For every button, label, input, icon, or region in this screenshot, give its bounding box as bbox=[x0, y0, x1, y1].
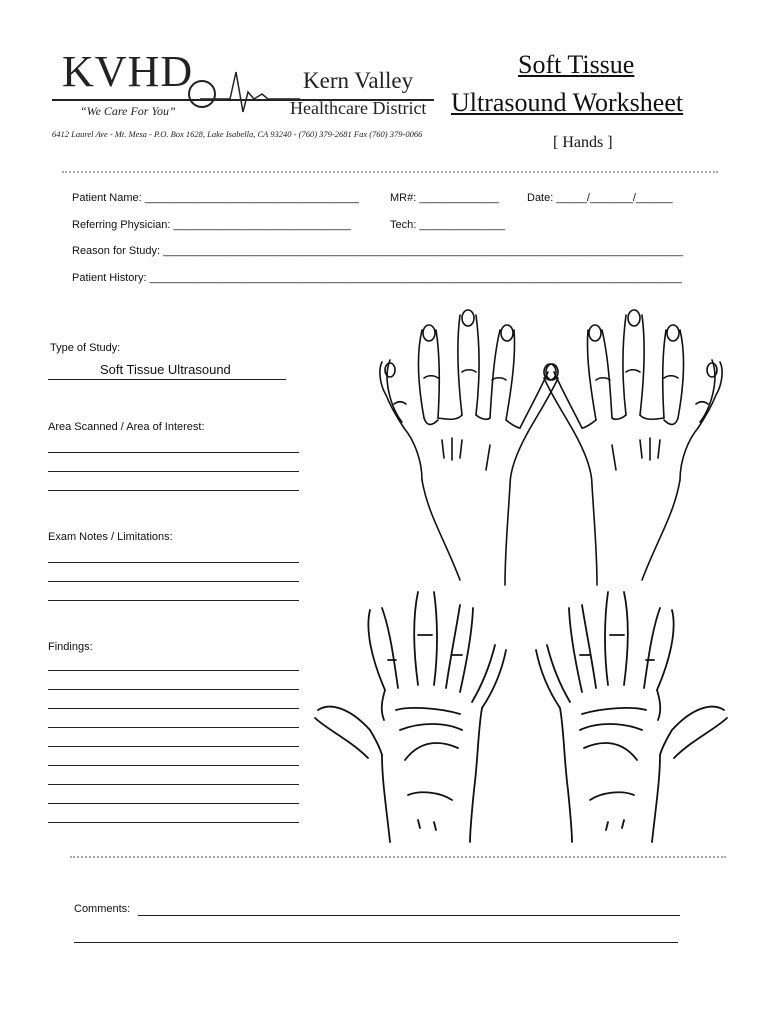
area-scanned-line-3[interactable] bbox=[48, 490, 299, 491]
patient-name-field[interactable]: Patient Name: ___________________________________ bbox=[72, 192, 359, 204]
findings-line-5[interactable] bbox=[48, 746, 299, 747]
hand-diagrams bbox=[300, 290, 740, 850]
findings-line-2[interactable] bbox=[48, 689, 299, 690]
logo-kvhd: KVHD bbox=[62, 47, 194, 96]
referring-physician-field[interactable]: Referring Physician: _____________________________ bbox=[72, 219, 351, 231]
type-of-study-line[interactable] bbox=[48, 379, 286, 380]
area-scanned-line-2[interactable] bbox=[48, 471, 299, 472]
findings-line-3[interactable] bbox=[48, 708, 299, 709]
worksheet-title-line1: Soft Tissue bbox=[518, 50, 635, 79]
findings-line-9[interactable] bbox=[48, 822, 299, 823]
type-of-study-label: Type of Study: bbox=[50, 342, 121, 354]
heartbeat-logo-icon bbox=[180, 62, 300, 122]
exam-notes-label: Exam Notes / Limitations: bbox=[48, 531, 173, 543]
findings-label: Findings: bbox=[48, 641, 93, 653]
exam-notes-line-1[interactable] bbox=[48, 562, 299, 563]
findings-line-8[interactable] bbox=[48, 803, 299, 804]
exam-notes-line-3[interactable] bbox=[48, 600, 299, 601]
findings-line-7[interactable] bbox=[48, 784, 299, 785]
comments-label: Comments: bbox=[74, 903, 131, 915]
findings-line-4[interactable] bbox=[48, 727, 299, 728]
logo-tagline: “We Care For You” bbox=[80, 104, 176, 118]
reason-for-study-field[interactable]: Reason for Study: _____________________________________________________________________________________ bbox=[72, 245, 684, 257]
exam-notes-line-2[interactable] bbox=[48, 581, 299, 582]
org-address: 6412 Laurel Ave - Mt. Mesa - P.O. Box 1628, Lake Isabella, CA 93240 - (760) 379-2681 Fax (760) 379-0066 bbox=[52, 129, 423, 139]
findings-line-1[interactable] bbox=[48, 670, 299, 671]
worksheet-subtitle: [ Hands ] bbox=[553, 134, 613, 151]
org-name-line2: Healthcare District bbox=[290, 98, 427, 118]
findings-line-6[interactable] bbox=[48, 765, 299, 766]
org-name-line1: Kern Valley bbox=[303, 68, 414, 93]
type-of-study-value: Soft Tissue Ultrasound bbox=[100, 362, 231, 377]
comments-line-2[interactable] bbox=[74, 942, 678, 943]
patient-history-field[interactable]: Patient History: _______________________________________________________________________________________ bbox=[72, 272, 682, 284]
comments-line-1[interactable] bbox=[138, 915, 680, 916]
mr-number-field[interactable]: MR#: _____________ bbox=[390, 192, 499, 204]
area-scanned-line-1[interactable] bbox=[48, 452, 299, 453]
worksheet-title-line2: Ultrasound Worksheet bbox=[451, 88, 684, 117]
dotted-divider-bottom bbox=[70, 856, 726, 858]
date-field[interactable]: Date: _____/_______/______ bbox=[527, 192, 673, 204]
area-scanned-label: Area Scanned / Area of Interest: bbox=[48, 421, 205, 433]
tech-field[interactable]: Tech: ______________ bbox=[390, 219, 505, 231]
dotted-divider-top bbox=[62, 171, 718, 173]
